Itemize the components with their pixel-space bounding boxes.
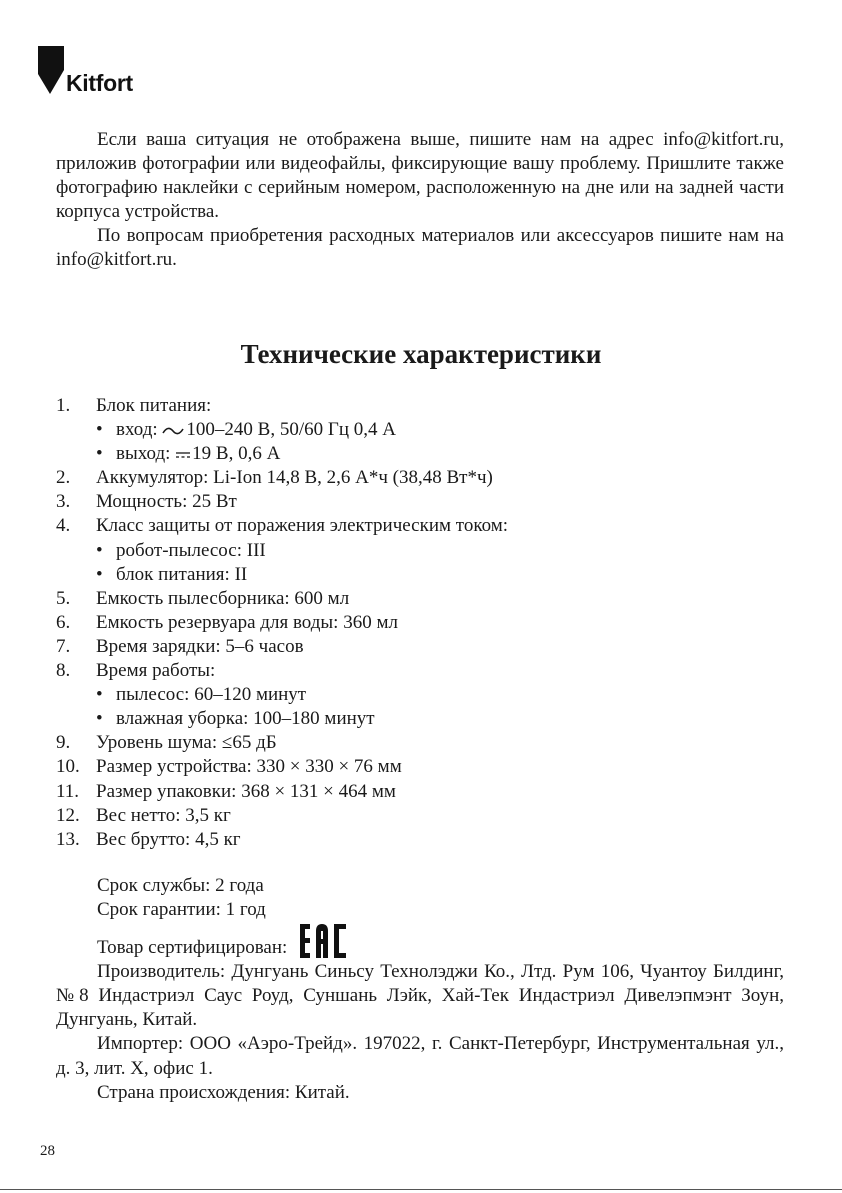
spec-number: 2. bbox=[56, 467, 71, 489]
spec-number: 13. bbox=[56, 828, 80, 850]
ac-wave-icon bbox=[162, 425, 184, 437]
spec-number: 12. bbox=[56, 804, 80, 826]
spec-label: Емкость пылесборника: 600 мл bbox=[96, 587, 350, 609]
spec-number: 1. bbox=[56, 395, 71, 416]
bullet: • bbox=[96, 708, 103, 730]
spec-item bbox=[56, 780, 796, 804]
spec-item bbox=[56, 587, 796, 611]
spec-number: 3. bbox=[56, 491, 71, 513]
spec-label: выход: bbox=[116, 443, 176, 465]
spec-item bbox=[56, 611, 796, 635]
bullet: • bbox=[96, 539, 103, 561]
spec-number: 6. bbox=[56, 611, 71, 633]
spec-label: вход: bbox=[116, 419, 163, 441]
spec-text bbox=[116, 683, 306, 707]
spec-item bbox=[56, 514, 796, 538]
spec-item bbox=[56, 659, 796, 683]
bullet: • bbox=[96, 684, 103, 706]
spec-text bbox=[96, 587, 349, 611]
certification-row bbox=[56, 922, 784, 960]
intro-paragraph-2: По вопросам приобретения расходных материалов или аксессуаров пишите нам на info@kitfort.ru. bbox=[56, 225, 784, 271]
specs-list bbox=[56, 394, 796, 852]
bullet: • bbox=[96, 419, 103, 441]
certified-label: Товар сертифицирован: bbox=[97, 937, 288, 959]
legal-info bbox=[56, 874, 784, 1105]
eac-mark-icon bbox=[298, 922, 348, 960]
spec-text bbox=[96, 635, 304, 659]
importer: Импортер: ООО «Аэро-Трейд». 197022, г. Санкт-Петербург, Инструментальная ул., д. 3, лит. Х, офис 1. bbox=[56, 1033, 784, 1079]
spec-number: 8. bbox=[56, 660, 71, 682]
spec-label: Емкость резервуара для воды: 360 мл bbox=[96, 611, 398, 633]
intro-text bbox=[56, 128, 784, 273]
spec-item bbox=[56, 442, 796, 466]
spec-item bbox=[56, 828, 796, 852]
intro-paragraph-1: Если ваша ситуация не отображена выше, пишите нам на адрес info@kitfort.ru, приложив фотографии или видеофайлы, фиксирующие вашу проблему. Пришлите также фотографию наклейки с серийным номером, расположенную на дне или на задней части корпуса устройства. bbox=[56, 129, 784, 223]
spec-label: Класс защиты от поражения электрическим током: bbox=[96, 515, 509, 537]
spec-item bbox=[56, 683, 796, 707]
spec-label: Мощность: 25 Вт bbox=[96, 491, 237, 513]
spec-item bbox=[56, 755, 796, 779]
bullet: • bbox=[96, 563, 103, 585]
spec-label: Уровень шума: ≤65 дБ bbox=[96, 732, 277, 754]
spec-item bbox=[56, 394, 796, 418]
spec-number: 7. bbox=[56, 635, 71, 657]
spec-item bbox=[56, 418, 796, 442]
spec-label: Блок питания: bbox=[96, 395, 212, 416]
spec-text bbox=[96, 731, 277, 755]
spec-text bbox=[96, 780, 396, 804]
spec-label: робот-пылесос: III bbox=[116, 539, 266, 561]
spec-text bbox=[96, 659, 215, 683]
warranty: Срок гарантии: 1 год bbox=[97, 899, 266, 921]
spec-item bbox=[56, 466, 796, 490]
spec-text bbox=[96, 514, 508, 538]
spec-text bbox=[96, 804, 231, 828]
spec-item bbox=[56, 539, 796, 563]
spec-label: влажная уборка: 100–180 минут bbox=[116, 708, 375, 730]
spec-text bbox=[96, 755, 402, 779]
spec-label: Время зарядки: 5–6 часов bbox=[96, 635, 304, 657]
spec-text bbox=[116, 707, 375, 731]
spec-label: Время работы: bbox=[96, 660, 216, 682]
spec-number: 10. bbox=[56, 756, 80, 778]
bottom-rule bbox=[0, 1189, 842, 1190]
spec-text bbox=[96, 611, 398, 635]
spec-text bbox=[116, 563, 247, 587]
spec-item bbox=[56, 731, 796, 755]
spec-item bbox=[56, 635, 796, 659]
spec-item bbox=[56, 563, 796, 587]
origin: Страна происхождения: Китай. bbox=[97, 1081, 350, 1103]
spec-label: Аккумулятор: Li-Ion 14,8 В, 2,6 А*ч (38,48 Вт*ч) bbox=[96, 467, 493, 489]
spec-text bbox=[116, 442, 280, 466]
spec-text bbox=[116, 418, 396, 442]
spec-number: 11. bbox=[56, 780, 80, 802]
kitfort-logo-icon bbox=[36, 44, 68, 96]
spec-text bbox=[96, 394, 211, 418]
spec-label: Размер упаковки: 368 × 131 × 464 мм bbox=[96, 780, 396, 802]
manufacturer: Производитель: Дунгуань Синьсу Технолэджи Ко., Лтд. Рум 106, Чуантоу Билдинг, №8 Индастриэл Саус Роуд, Суншань Лэйк, Хай-Тек Индастриэл Дивелэпмэнт Зоун, Дунгуань, Китай. bbox=[56, 961, 784, 1031]
spec-text bbox=[96, 490, 237, 514]
bullet: • bbox=[96, 443, 103, 465]
spec-item bbox=[56, 804, 796, 828]
dc-symbol-icon bbox=[175, 450, 191, 460]
spec-label: Вес брутто: 4,5 кг bbox=[96, 828, 241, 850]
spec-value: 100–240 В, 50/60 Гц 0,4 А bbox=[186, 419, 396, 441]
spec-label: Размер устройства: 330 × 330 × 76 мм bbox=[96, 756, 402, 778]
spec-text bbox=[96, 828, 241, 852]
brand-logo bbox=[36, 44, 156, 100]
spec-label: пылесос: 60–120 минут bbox=[116, 684, 307, 706]
spec-label: Вес нетто: 3,5 кг bbox=[96, 804, 231, 826]
specs-title: Технические характеристики bbox=[240, 339, 602, 369]
spec-text bbox=[116, 539, 266, 563]
spec-number: 4. bbox=[56, 515, 71, 537]
spec-item bbox=[56, 707, 796, 731]
spec-number: 5. bbox=[56, 587, 71, 609]
spec-label: блок питания: II bbox=[116, 563, 248, 585]
brand-name: Kitfort bbox=[66, 70, 133, 96]
spec-value: 19 В, 0,6 А bbox=[192, 443, 281, 465]
service-life: Срок службы: 2 года bbox=[97, 875, 264, 896]
spec-number: 9. bbox=[56, 732, 71, 754]
spec-text bbox=[96, 466, 493, 490]
spec-item bbox=[56, 490, 796, 514]
page-number: 28 bbox=[40, 1143, 55, 1159]
